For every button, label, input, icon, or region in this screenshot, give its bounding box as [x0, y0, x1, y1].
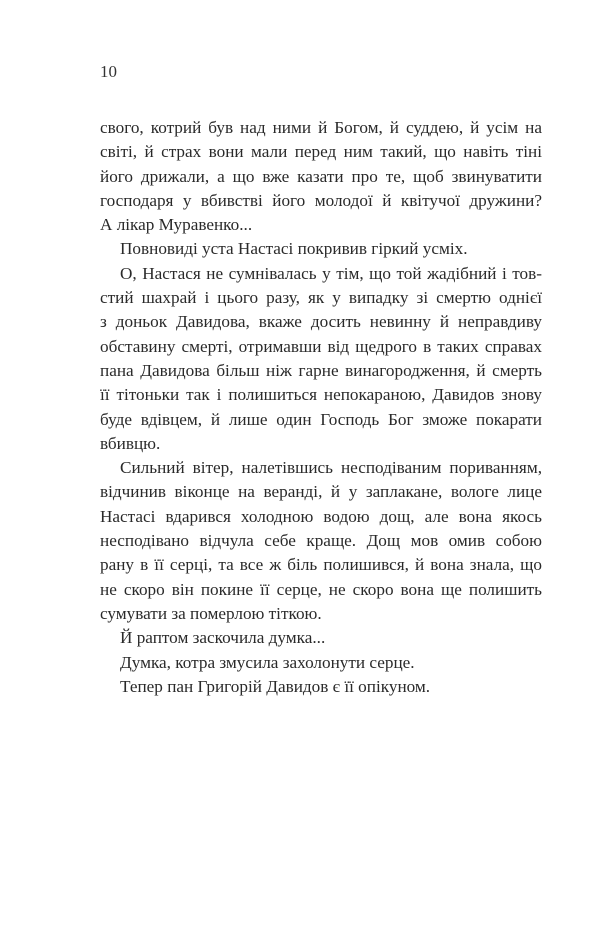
- text-line: свого, котрий був над ними й Богом, й суддею, й усім на: [100, 118, 542, 137]
- text-line: Сильний вітер, налетівшись несподіваним пориванням,: [120, 458, 542, 478]
- page-number: 10: [100, 62, 117, 81]
- text-line: Повновиді уста Настасі покривив гіркий усміх.: [120, 239, 468, 259]
- text-line: пана Давидова більш ніж гарне винагородження, й смерть: [100, 360, 542, 380]
- text-line: сумувати за померлою тіткою.: [100, 603, 322, 623]
- text-line: стий шахрай і цього разу, як у випадку зі смертю однієї: [100, 288, 542, 308]
- text-line: Настасі вдарився холодною водою дощ, але вона якось: [100, 506, 542, 526]
- text-line: вбивцю.: [100, 433, 161, 453]
- text-line: світі, й страх вони мали перед ним такий, що навіть тіні: [100, 142, 542, 162]
- text-line: обставину смерті, отримавши від щедрого в таких справах: [100, 336, 542, 356]
- text-line: з доньок Давидова, вкаже досить невинну й неправдиву: [100, 312, 542, 332]
- text-line: несподівано відчула себе краще. Дощ мов омив собою: [100, 531, 542, 551]
- text-line: О, Настася не сумнівалась у тім, що той жадібний і тов-: [120, 263, 542, 283]
- text-line: буде вдівцем, й лише один Господь Бог зможе покарати: [100, 409, 542, 429]
- text-line: Думка, котра змусила захолонути серце.: [120, 652, 415, 672]
- text-line: відчинив віконце на веранді, й у заплакане, вологе лице: [100, 482, 542, 502]
- body-text: [100, 116, 542, 699]
- text-line: А лікар Муравенко...: [100, 215, 253, 235]
- text-line: її тітоньки так і полишиться непокараною, Давидов знову: [100, 385, 542, 405]
- text-line: Тепер пан Григорій Давидов є її опікуном.: [120, 676, 431, 696]
- text-line: Й раптом заскочила думка...: [120, 628, 326, 648]
- text-line: рану в її серці, та все ж біль полишився, й вона знала, що: [100, 555, 542, 575]
- text-line: господаря у вбивстві його молодої й квітучої дружини?: [100, 190, 542, 210]
- text-line: його дрижали, а що вже казати про те, щоб звинуватити: [100, 166, 542, 186]
- text-line: не скоро він покине її серце, не скоро вона ще полишить: [100, 579, 542, 599]
